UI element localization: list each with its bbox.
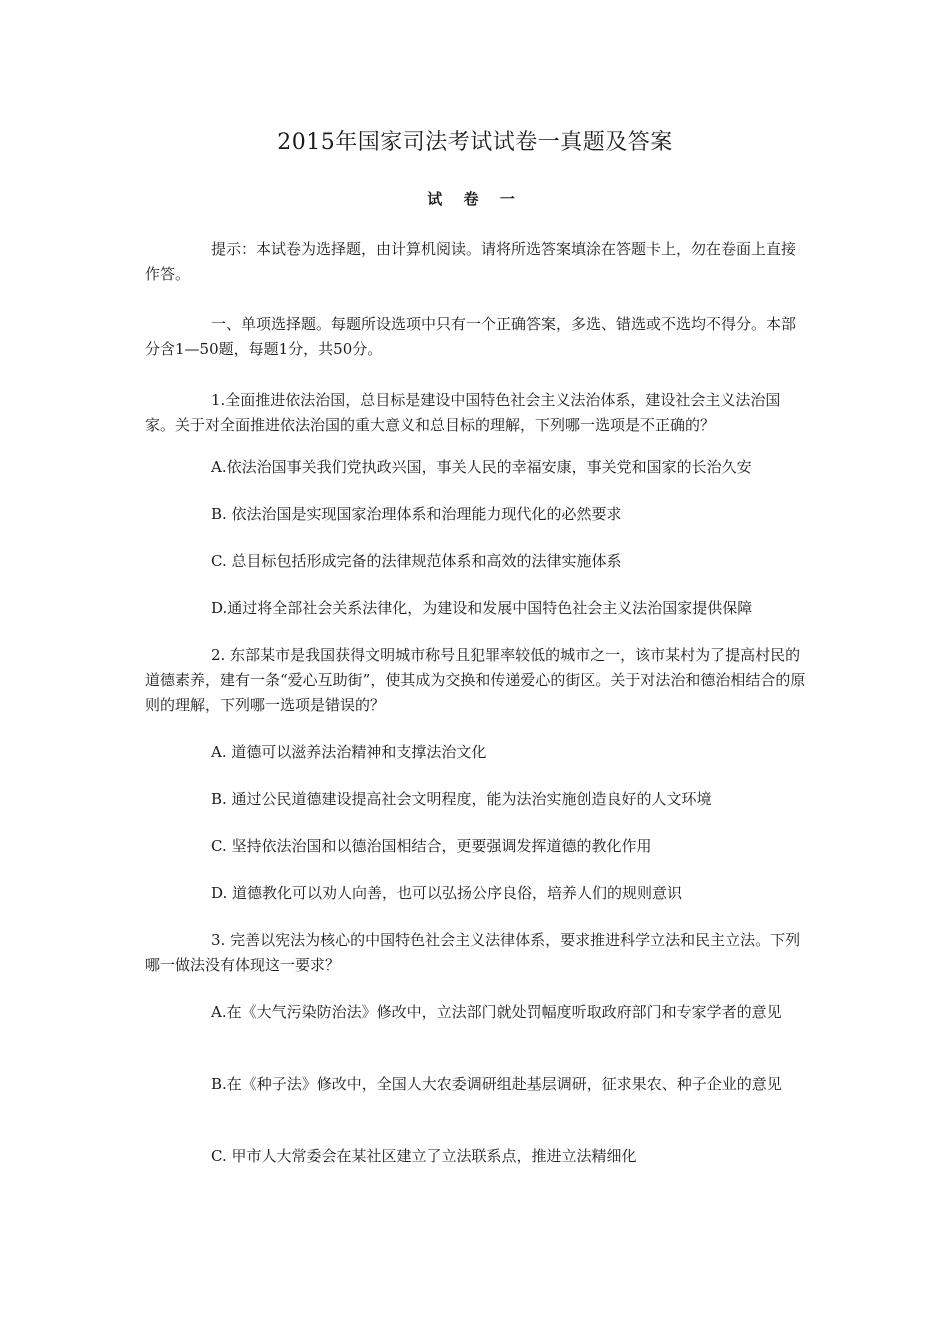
- question-3-stem: 3. 完善以宪法为核心的中国特色社会主义法律体系，要求推进科学立法和民主立法。下列哪一做法没有体现这一要求？: [145, 931, 801, 974]
- question-3-option-c: C. 甲市人大常委会在某社区建立了立法联系点，推进立法精细化: [211, 1147, 637, 1165]
- question-3-option-b: B.在《种子法》修改中，全国人大农委调研组赴基层调研，征求果农、种子企业的意见: [211, 1075, 782, 1093]
- question-2-option-c: C. 坚持依法治国和以德治国相结合，更要强调发挥道德的教化作用: [211, 837, 652, 855]
- question-2-stem: 2. 东部某市是我国获得文明城市称号且犯罪率较低的城市之一，该市某村为了提高村民的道德素养，建有一条“爱心互助街”，使其成为交换和传递爱心的街区。关于对法治和德治相结合的原则的理解，下列哪一选项是错误的？: [145, 646, 806, 714]
- question-3-option-a: A.在《大气污染防治法》修改中，立法部门就处罚幅度听取政府部门和专家学者的意见: [211, 1003, 782, 1021]
- question-1-stem: 1.全面推进依法治国，总目标是建设中国特色社会主义法治体系，建设社会主义法治国家。关于对全面推进依法治国的重大意义和总目标的理解，下列哪一选项是不正确的？: [145, 391, 781, 434]
- question-2-option-a: A. 道德可以滋养法治精神和支撑法治文化: [211, 743, 487, 761]
- paper-subtitle: 试 卷 一: [427, 190, 523, 208]
- question-2-option-d: D. 道德教化可以劝人向善，也可以弘扬公序良俗，培养人们的规则意识: [211, 884, 683, 902]
- document-title: 2015年国家司法考试试卷一真题及答案: [277, 130, 673, 155]
- question-1-option-d: D.通过将全部社会关系法律化，为建设和发展中国特色社会主义法治国家提供保障: [211, 599, 753, 617]
- question-2-option-b: B. 通过公民道德建设提高社会文明程度，能为法治实施创造良好的人文环境: [211, 790, 712, 808]
- section-heading: 一、单项选择题。每题所设选项中只有一个正确答案，多选、错选或不选均不得分。本部分含1—50题，每题1分，共50分。: [145, 315, 797, 358]
- question-1-option-b: B. 依法治国是实现国家治理体系和治理能力现代化的必然要求: [211, 505, 622, 523]
- question-1-option-c: C. 总目标包括形成完备的法律规范体系和高效的法律实施体系: [211, 552, 622, 570]
- notice-paragraph: 提示：本试卷为选择题，由计算机阅读。请将所选答案填涂在答题卡上，勿在卷面上直接作答。: [145, 240, 797, 283]
- question-1-option-a: A.依法治国事关我们党执政兴国，事关人民的幸福安康，事关党和国家的长治久安: [211, 458, 752, 476]
